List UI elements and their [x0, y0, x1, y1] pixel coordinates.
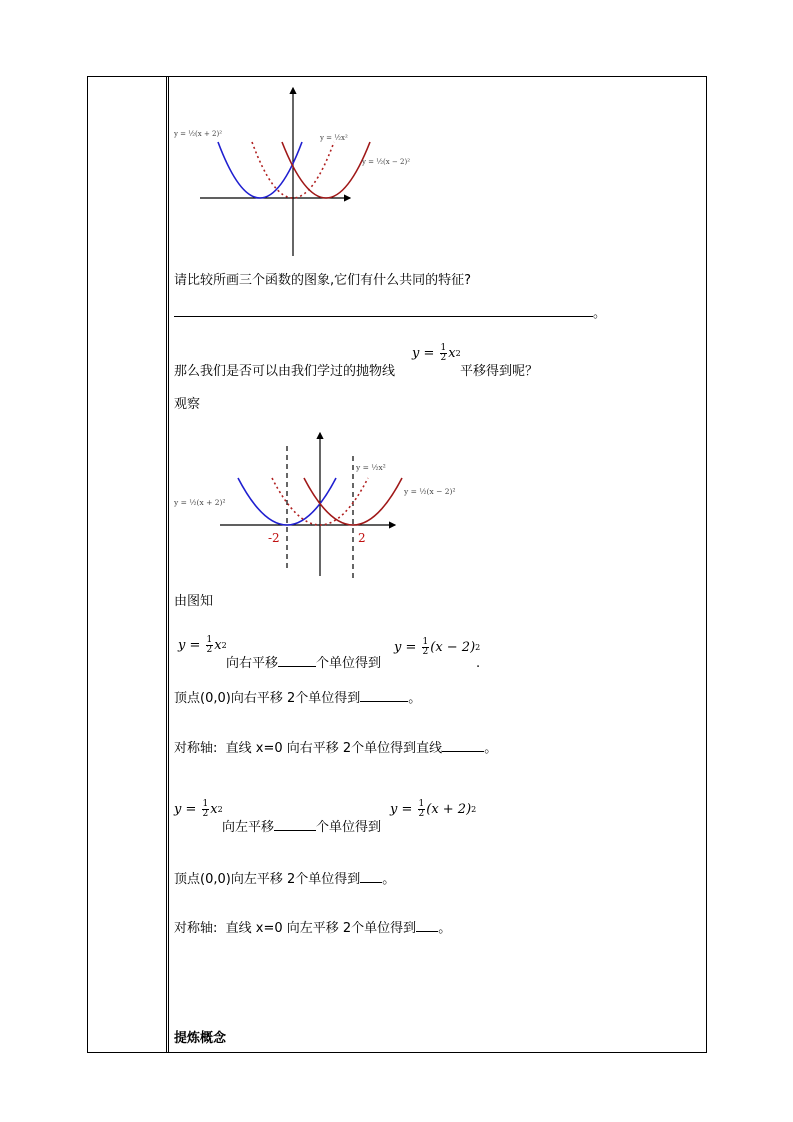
concept-heading: 提炼概念: [174, 1031, 227, 1046]
graph2-label-mid: y = ½x²: [356, 463, 386, 472]
graph2-label-right: y = ½(x − 2)²: [404, 487, 456, 496]
shift-left-line: 向左平移 个单位得到: [222, 820, 382, 835]
shift-left-to: y = $\frac{1}{2}$ (x + 2) 2: [390, 799, 477, 819]
axis-right-line: 对称轴: 直线 x=0 向右平移 2个单位得到直线 。: [174, 741, 498, 756]
translate-after: 平移得到呢？: [460, 364, 539, 379]
column-divider-inner: [168, 76, 169, 1053]
translate-before: 那么我们是否可以由我们学过的抛物线: [174, 364, 396, 379]
answer-end: 。: [593, 306, 607, 321]
curve-left: [218, 142, 302, 198]
answer-line: [174, 304, 606, 322]
vertex-right-line: 顶点(0,0)向右平移 2个单位得到 。: [174, 691, 422, 706]
column-divider: [166, 76, 167, 1053]
parabola-graph-2: [170, 430, 490, 580]
graph1-label-left: y = ½(x + 2)²: [174, 130, 223, 138]
tick-right: 2: [358, 531, 366, 545]
question-text: 请比较所画三个函数的图象,它们有什么共同的特征?: [174, 273, 472, 288]
tick-left: -2: [268, 531, 280, 545]
graph2-label-left: y = ½(x + 2)²: [174, 498, 226, 507]
parabola-graph-1: [170, 84, 420, 264]
from-graph-text: 由图知: [174, 594, 214, 609]
curve-right: [282, 142, 370, 198]
shift-left-from: y = $\frac{1}{2}$ x 2: [174, 799, 223, 819]
translate-formula: y = $\frac{1}{2}$ x 2: [412, 343, 461, 363]
shift-right-from: y = $\frac{1}{2}$ x 2: [178, 635, 227, 655]
shift-right-line: 向右平移 个单位得到: [226, 656, 382, 671]
shift-right-end: .: [476, 656, 481, 671]
graph1-label-mid: y = ½x²: [320, 134, 348, 142]
observe-text: 观察: [174, 397, 201, 412]
shift-right-to: y = $\frac{1}{2}$ (x − 2) 2: [394, 637, 481, 657]
graph1-label-right: y = ½(x − 2)²: [362, 158, 411, 166]
vertex-left-line: 顶点(0,0)向左平移 2个单位得到 。: [174, 872, 396, 887]
axis-left-line: 对称轴: 直线 x=0 向左平移 2个单位得到 。: [174, 921, 452, 936]
